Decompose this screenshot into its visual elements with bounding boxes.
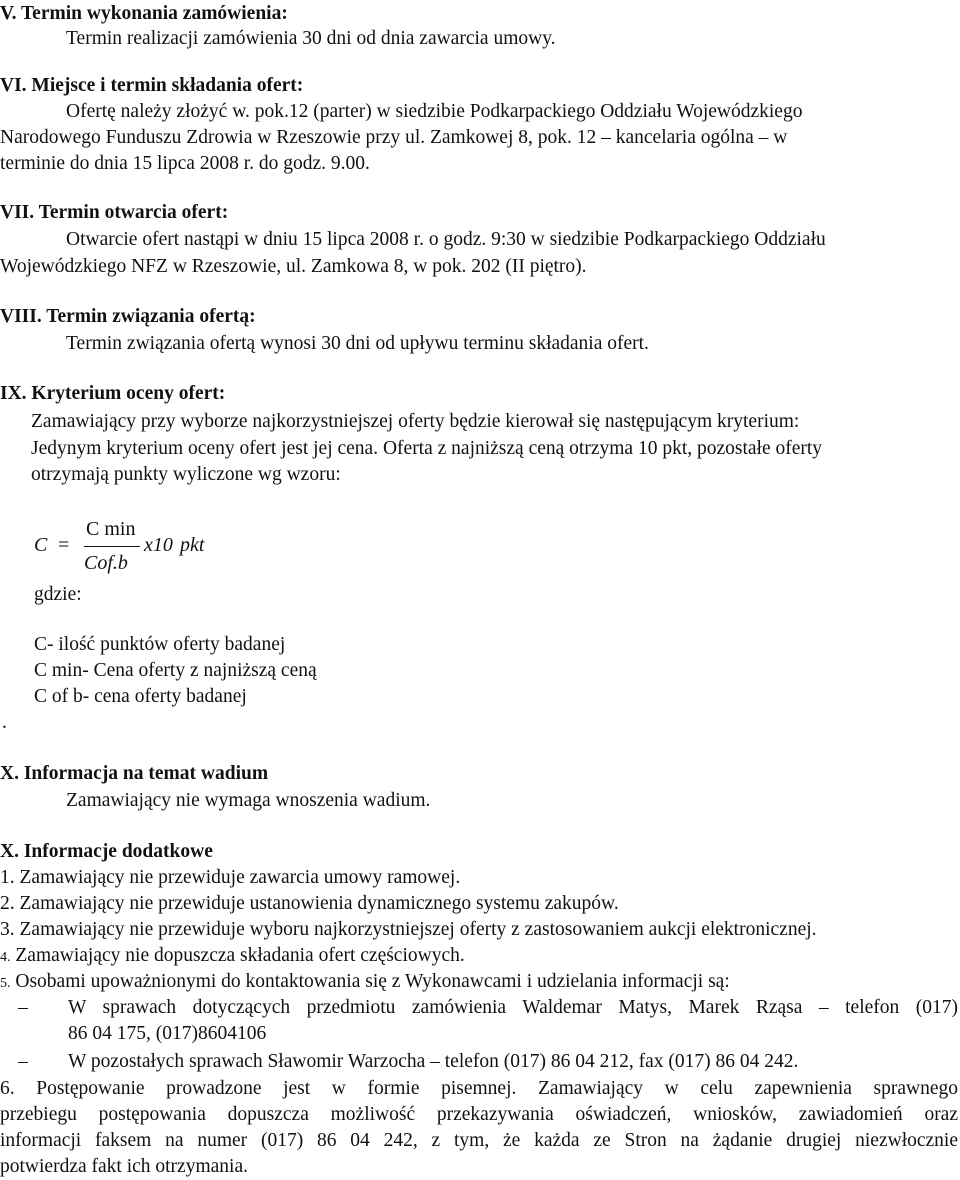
formula-def-1: C- ilość punktów oferty badanej bbox=[34, 634, 286, 655]
contact-bullet-2: W pozostałych sprawach Sławomir Warzocha – telefon (017) 86 04 212, fax (017) 86 04 242. bbox=[68, 1051, 799, 1072]
info-item-text: Zamawiający nie przewiduje ustanowienia dynamicznego systemu zakupów. bbox=[14, 893, 619, 914]
formula-equals: = bbox=[58, 534, 70, 556]
section-11-heading: X. Informacje dodatkowe bbox=[0, 841, 213, 862]
section-5-heading: V. Termin wykonania zamówienia: bbox=[0, 3, 288, 24]
info-item-5 bbox=[0, 970, 730, 996]
section-6-line-2: Narodowego Funduszu Zdrowia w Rzeszowie przy ul. Zamkowej 8, pok. 12 – kancelaria ogólna – w bbox=[0, 127, 788, 148]
info-item-number: 2. bbox=[0, 893, 15, 914]
section-7-heading: VII. Termin otwarcia ofert: bbox=[0, 202, 229, 223]
fraction-bar bbox=[84, 546, 140, 547]
contact-bullet-1-line-2: 86 04 175, (017)8604106 bbox=[68, 1023, 267, 1044]
info-item-number: 5. bbox=[0, 976, 11, 991]
score-formula bbox=[34, 512, 234, 582]
info-item-text: Osobami upoważnionymi do kontaktowania się z Wykonawcami i udzielania informacji są: bbox=[10, 971, 730, 992]
info-item-text: Zamawiający nie przewiduje wyboru najkorzystniejszej oferty z zastosowaniem aukcji elektronicznej. bbox=[14, 919, 817, 940]
section-9-line-2: Jedynym kryterium oceny ofert jest jej cena. Oferta z najniższą ceną otrzyma 10 pkt, pozostałe oferty bbox=[31, 438, 823, 459]
info-item-6-line-2: przebiegu postępowania dopuszcza możliwość przekazywania oświadczeń, wniosków, zawiadomień oraz bbox=[0, 1104, 958, 1125]
formula-unit: pkt bbox=[180, 534, 205, 556]
formula-numerator: C min bbox=[86, 518, 136, 540]
formula-lhs: C bbox=[34, 534, 48, 556]
info-item-text: Zamawiający nie przewiduje zawarcia umowy ramowej. bbox=[14, 867, 461, 888]
section-7-line-1: Otwarcie ofert nastąpi w dniu 15 lipca 2008 r. o godz. 9:30 w siedzibie Podkarpackiego Oddziału bbox=[66, 229, 826, 250]
formula-def-3: C of b- cena oferty badanej bbox=[34, 686, 247, 707]
formula-where: gdzie: bbox=[34, 584, 82, 605]
stray-dot: . bbox=[2, 712, 7, 733]
info-item-2 bbox=[0, 892, 619, 916]
section-5-text: Termin realizacji zamówienia 30 dni od dnia zawarcia umowy. bbox=[66, 28, 556, 49]
formula-denominator: Cof.b bbox=[84, 552, 128, 574]
formula-multiplier: x10 bbox=[144, 534, 173, 556]
section-6-heading: VI. Miejsce i termin składania ofert: bbox=[0, 75, 304, 96]
info-item-4 bbox=[0, 944, 465, 970]
contact-bullet-1-line-1: W sprawach dotyczących przedmiotu zamówienia Waldemar Matys, Marek Rząsa – telefon (017) bbox=[68, 997, 958, 1018]
section-8-text: Termin związania ofertą wynosi 30 dni od upływu terminu składania ofert. bbox=[66, 333, 649, 354]
info-item-text: Zamawiający nie dopuszcza składania ofert częściowych. bbox=[10, 945, 465, 966]
section-6-line-1: Ofertę należy złożyć w. pok.12 (parter) w siedzibie Podkarpackiego Oddziału Wojewódzkiego bbox=[66, 101, 803, 122]
info-item-number: 3. bbox=[0, 919, 15, 940]
info-item-number: 4. bbox=[0, 950, 11, 965]
section-10-heading: X. Informacja na temat wadium bbox=[0, 763, 269, 784]
info-item-1 bbox=[0, 866, 460, 890]
section-7-line-2: Wojewódzkiego NFZ w Rzeszowie, ul. Zamkowa 8, w pok. 202 (II piętro). bbox=[0, 256, 587, 277]
formula-def-2: C min- Cena oferty z najniższą ceną bbox=[34, 660, 317, 681]
section-10-text: Zamawiający nie wymaga wnoszenia wadium. bbox=[66, 790, 431, 811]
section-8-heading: VIII. Termin związania ofertą: bbox=[0, 306, 256, 327]
section-9-heading: IX. Kryterium oceny ofert: bbox=[0, 383, 226, 404]
section-9-line-1: Zamawiający przy wyborze najkorzystniejszej oferty będzie kierował się następującym kryterium: bbox=[31, 411, 800, 432]
contact-bullet-dash: – bbox=[18, 1051, 28, 1072]
section-6-line-3: terminie do dnia 15 lipca 2008 r. do godz. 9.00. bbox=[0, 153, 370, 174]
info-item-3 bbox=[0, 918, 817, 942]
info-item-6-line-4: potwierdza fakt ich otrzymania. bbox=[0, 1156, 248, 1177]
info-item-6-line-1: 6. Postępowanie prowadzone jest w formie pisemnej. Zamawiający w celu zapewnienia sprawnego bbox=[0, 1078, 958, 1099]
contact-bullet-dash: – bbox=[18, 997, 28, 1018]
section-9-line-3: otrzymają punkty wyliczone wg wzoru: bbox=[31, 464, 341, 485]
info-item-6-line-3: informacji faksem na numer (017) 86 04 242, z tym, że każda ze Stron na żądanie drugiej niezwłocznie bbox=[0, 1130, 958, 1151]
info-item-number: 1. bbox=[0, 867, 15, 888]
